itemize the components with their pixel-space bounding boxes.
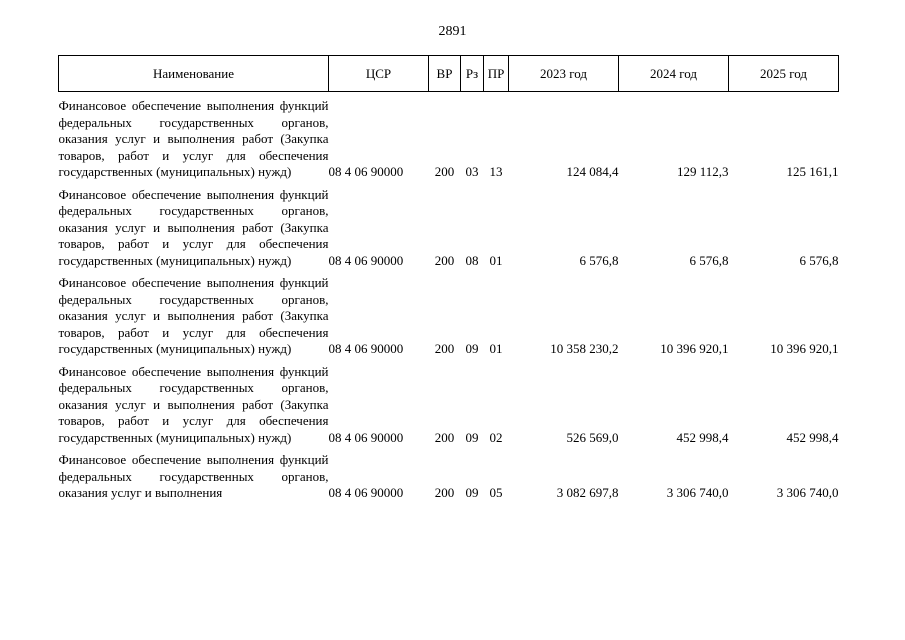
header-pr: ПР <box>484 56 509 92</box>
page-number: 2891 <box>438 24 467 39</box>
row-2025: 452 998,4 <box>786 429 839 445</box>
row-2025: 125 161,1 <box>786 164 839 179</box>
row-2023: 6 576,8 <box>579 252 619 268</box>
row-pr: 02 <box>489 429 503 445</box>
row-2023: 526 569,0 <box>566 429 619 445</box>
row-rz: 09 <box>465 485 479 500</box>
row-vr: 200 <box>434 485 455 500</box>
row-name: Финансовое обеспечение выполнения функций федеральных государственных органов, оказания услуг и выполнения работ (Закупка товаров, работ и услуг для обеспечения государственных (муниципальных) нужд) <box>58 363 329 445</box>
row-name: Финансовое обеспечение выполнения функций федеральных государственных органов, оказания услуг и выполнения работ (Закупка товаров, работ и услуг для обеспечения государственных (муниципальных) нужд) <box>58 98 329 179</box>
row-vr: 200 <box>434 341 455 356</box>
row-2024: 452 998,4 <box>676 429 729 445</box>
header-2024: 2024 год <box>619 56 729 92</box>
row-2025: 10 396 920,1 <box>770 341 839 356</box>
row-rz: 09 <box>465 341 479 356</box>
budget-table <box>58 55 839 502</box>
row-pr: 05 <box>489 485 503 500</box>
row-2024: 6 576,8 <box>689 252 729 268</box>
row-csr: 08 4 06 90000 <box>328 341 404 356</box>
row-pr: 01 <box>489 252 503 268</box>
row-rz: 09 <box>465 429 479 445</box>
row-2025: 6 576,8 <box>799 252 839 268</box>
row-2023: 124 084,4 <box>566 164 619 179</box>
row-name: Финансовое обеспечение выполнения функций федеральных государственных органов, оказания услуг и выполнения <box>58 452 329 500</box>
header-name: Наименование <box>59 56 329 92</box>
table-row <box>59 446 839 502</box>
header-csr: ЦСР <box>329 56 429 92</box>
row-2023: 3 082 697,8 <box>556 485 619 500</box>
row-pr: 01 <box>489 341 503 356</box>
row-csr: 08 4 06 90000 <box>328 485 404 500</box>
row-2024: 10 396 920,1 <box>660 341 729 356</box>
row-vr: 200 <box>434 164 455 179</box>
table-row <box>59 269 839 358</box>
row-csr: 08 4 06 90000 <box>328 429 404 445</box>
table-row <box>59 92 839 181</box>
header-2025: 2025 год <box>729 56 839 92</box>
header-2023: 2023 год <box>509 56 619 92</box>
row-vr: 200 <box>434 429 455 445</box>
table-row <box>59 181 839 270</box>
row-name: Финансовое обеспечение выполнения функций федеральных государственных органов, оказания услуг и выполнения работ (Закупка товаров, работ и услуг для обеспечения государственных (муниципальных) нужд) <box>58 186 329 268</box>
table-header <box>59 56 839 92</box>
row-2023: 10 358 230,2 <box>550 341 619 356</box>
row-vr: 200 <box>434 252 455 268</box>
table-row <box>59 358 839 447</box>
row-name: Финансовое обеспечение выполнения функций федеральных государственных органов, оказания услуг и выполнения работ (Закупка товаров, работ и услуг для обеспечения государственных (муниципальных) нужд) <box>58 275 329 356</box>
row-2025: 3 306 740,0 <box>776 485 839 500</box>
header-rz: Рз <box>461 56 484 92</box>
row-rz: 08 <box>465 252 479 268</box>
row-pr: 13 <box>489 164 503 179</box>
row-csr: 08 4 06 90000 <box>328 252 404 268</box>
row-rz: 03 <box>465 164 479 179</box>
header-vr: ВР <box>429 56 461 92</box>
row-csr: 08 4 06 90000 <box>328 164 404 179</box>
row-2024: 3 306 740,0 <box>666 485 729 500</box>
row-2024: 129 112,3 <box>676 164 729 179</box>
